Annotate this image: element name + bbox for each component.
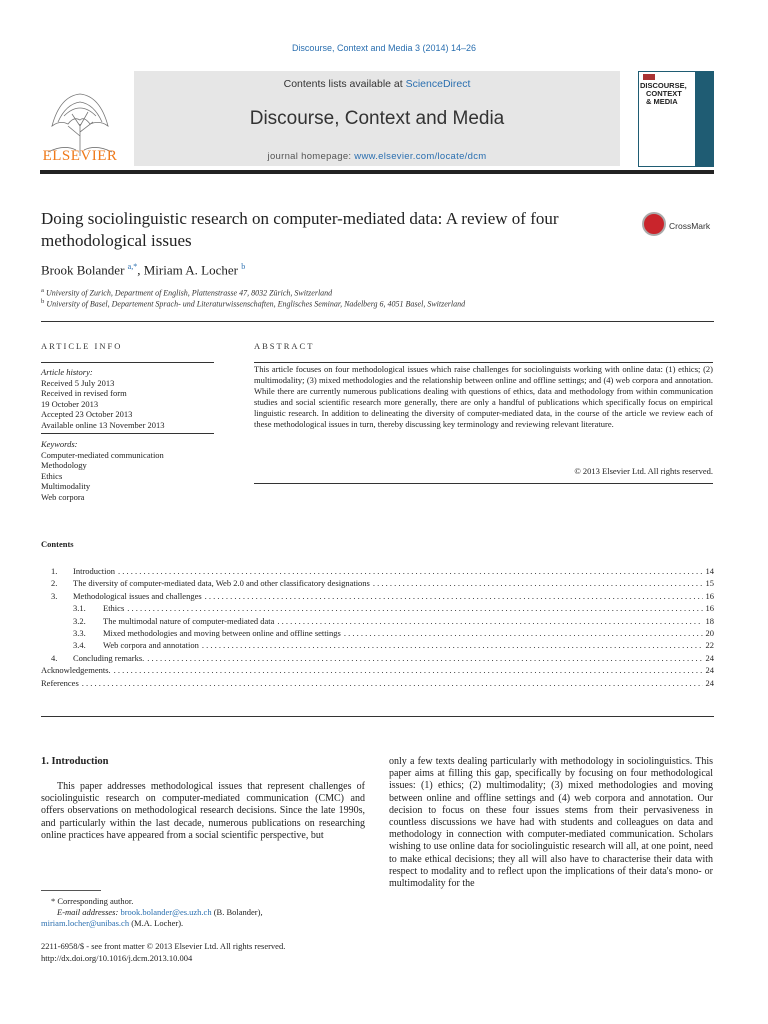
toc-page: 15: [705, 578, 714, 589]
toc-number: 2.: [51, 578, 58, 589]
contents-heading: Contents: [41, 539, 74, 549]
toc-page: 22: [705, 640, 714, 651]
authors: [41, 262, 245, 278]
toc-page: 24: [705, 665, 714, 676]
toc-title: Acknowledgements.: [41, 665, 111, 676]
history-item: 19 October 2013: [41, 398, 99, 409]
toc-entry[interactable]: [51, 615, 714, 627]
author-affiliation-marker[interactable]: a,*: [127, 262, 138, 271]
contents-available: [134, 78, 620, 90]
toc-title: Web corpora and annotation: [103, 640, 199, 651]
toc-number: 3.3.: [73, 627, 86, 638]
keywords-rule: [41, 433, 214, 434]
toc-page: 24: [705, 652, 714, 663]
toc-entry[interactable]: [51, 590, 714, 602]
toc-number: 3.4.: [73, 640, 86, 651]
history-item: Received 5 July 2013: [41, 377, 115, 388]
body-right-column: only a few texts dealing particularly with methodology in sociolinguistics. This paper aims at filling this gap, specifically by focusing on four methodological issues: (1) ethics; (2) multimodality; (3) mixed methodologies and moving between online and offline settings and (4) web corpora and annotation. Our decision to focus on these four issues stems from their pervasiveness in countless discussions we have had with students and colleagues on data and methodology in connection with computer-mediated communication. Scholars wishing to use online data for sociolinguistic research will all, at one point, need to make ethical decisions; they all will also have to characterise their data with respect to modality and to reflect upon the implications of their data's mono- or multimodality for the: [389, 756, 713, 890]
toc-entry[interactable]: [41, 664, 714, 676]
contents-bottom-rule: [41, 716, 714, 717]
body-left-column: This paper addresses methodological issues that represent challenges of sociolinguistic research on computer-mediated communication (CMC) and offers observations on methodological research decisions. Since the late 1990s, and particularly within the last decade, numerous publications on researching online practices have appeared from a social scientific perspective, but: [41, 781, 365, 841]
footnote-rule: [41, 890, 101, 891]
email-link[interactable]: brook.bolander@es.uzh.ch: [120, 906, 212, 917]
author-name: Miriam A. Locher: [143, 262, 238, 278]
keyword: Ethics: [41, 470, 63, 481]
publisher-logo-text: ELSEVIER: [42, 148, 118, 164]
footnote: [51, 896, 371, 917]
crossmark-icon[interactable]: [642, 212, 666, 236]
toc-title: The diversity of computer-mediated data, Web 2.0 and other classificatory designations: [73, 578, 370, 589]
toc-entry[interactable]: [51, 627, 714, 639]
toc-page: 14: [705, 566, 714, 576]
email-link[interactable]: miriam.locher@unibas.ch: [41, 918, 130, 928]
toc-number: 4.: [51, 652, 58, 663]
corresponding-author: * Corresponding author.: [51, 896, 134, 906]
abstract-text: This article focuses on four methodological issues which raise challenges for sociolinguists working with online data: (1) ethics; (2) multimodality; (3) mixed methodologies and the relationship between online and offline settings; and (4) web corpora and annotation. While there are currently numerous publications dealing with questions of ethics, data and methodology from within communication studies and social scientific research more generally, there are only a handful of publications which specifically focus on empirical linguistic research. In addition to delineating the diversity of computer-mediated data, in the course of the article we review each of these methodological issues in turn, thereby discussing key terminology and reviewing relevant literature.: [254, 364, 713, 429]
contents-prefix: Contents lists available at: [283, 78, 406, 90]
cover-mark: [643, 74, 655, 80]
sciencedirect-link[interactable]: ScienceDirect: [405, 78, 471, 90]
article-info-heading: ARTICLE INFO: [41, 341, 123, 351]
toc-entry[interactable]: [41, 677, 714, 689]
email-owner: (B. Bolander),: [211, 906, 263, 917]
table-of-contents: [41, 565, 714, 689]
history-item: Accepted 23 October 2013: [41, 409, 133, 419]
author-name: Brook Bolander: [41, 262, 125, 278]
abstract-heading: ABSTRACT: [254, 341, 315, 351]
email-owner: (M.A. Locher).: [129, 918, 184, 928]
toc-leader: [79, 677, 703, 689]
abstract-bottom-rule: [254, 483, 713, 484]
doi-link[interactable]: http://dx.doi.org/10.1016/j.dcm.2013.10.004: [41, 953, 193, 963]
journal-cover-title: [640, 82, 696, 106]
aff-marker: b: [41, 298, 45, 305]
crossmark-label[interactable]: CrossMark: [669, 221, 711, 231]
toc-title: Mixed methodologies and moving between online and offline settings: [103, 627, 341, 638]
toc-leader: [199, 639, 703, 651]
toc-number: 3.1.: [73, 603, 86, 614]
author-separator: ,: [137, 262, 144, 278]
history-item: Received in revised form: [41, 388, 127, 398]
article-info-rule: [41, 362, 214, 363]
toc-leader: [111, 664, 703, 676]
header-rule: [40, 170, 714, 174]
toc-page: 24: [705, 677, 714, 688]
toc-page: 16: [705, 603, 714, 614]
abstract-rule: [254, 362, 713, 363]
journal-citation[interactable]: Discourse, Context and Media 3 (2014) 14–26: [291, 43, 477, 53]
toc-entry[interactable]: [51, 565, 714, 577]
toc-entry[interactable]: [51, 652, 714, 664]
toc-title: Concluding remarks.: [73, 652, 145, 663]
toc-leader: [144, 652, 702, 664]
homepage-link[interactable]: www.elsevier.com/locate/dcm: [354, 151, 487, 162]
keyword: Multimodality: [41, 481, 91, 491]
toc-number: 3.2.: [73, 615, 86, 626]
toc-title: Introduction: [73, 566, 116, 576]
homepage-prefix: journal homepage:: [267, 151, 355, 162]
footnote-continued: [41, 918, 361, 929]
section-heading-introduction: 1. Introduction: [41, 756, 109, 767]
keyword: Web corpora: [41, 491, 85, 502]
affiliation-a: [41, 287, 332, 298]
toc-page: 20: [705, 627, 714, 638]
toc-leader: [202, 590, 703, 602]
keyword: Methodology: [41, 460, 87, 470]
toc-title: References: [41, 677, 79, 688]
toc-title: Methodological issues and challenges: [73, 590, 202, 601]
keywords: [41, 439, 216, 502]
toc-number: 1.: [51, 566, 58, 576]
section-rule: [41, 321, 714, 322]
aff-text: University of Basel, Departement Sprach- und Literaturwissenschaften, Englisches Seminar, Nadelberg 6, 4051 Basel, Switzerland: [46, 299, 466, 309]
toc-entry[interactable]: [51, 602, 714, 614]
toc-leader: [115, 565, 702, 577]
toc-entry[interactable]: [51, 639, 714, 651]
history-item: Available online 13 November 2013: [41, 419, 165, 430]
toc-title: The multimodal nature of computer-mediated data: [103, 615, 275, 626]
keywords-label: Keywords:: [41, 439, 78, 449]
aff-marker: a: [41, 287, 44, 294]
author-affiliation-marker[interactable]: b: [241, 262, 246, 271]
affiliation-b: [41, 298, 465, 309]
article-title: Doing sociolinguistic research on computer-mediated data: A review of four methodological issues: [41, 209, 559, 250]
toc-leader: [124, 602, 702, 614]
toc-entry[interactable]: [51, 577, 714, 589]
abstract-copyright: © 2013 Elsevier Ltd. All rights reserved.: [574, 466, 713, 476]
cover-title-line: DISCOURSE,: [640, 81, 687, 90]
keyword: Computer-mediated communication: [41, 449, 164, 460]
cover-title-line: & MEDIA: [646, 97, 678, 106]
toc-leader: [370, 577, 703, 589]
toc-leader: [274, 615, 702, 627]
toc-page: 18: [705, 615, 714, 626]
journal-homepage: [134, 151, 620, 162]
journal-name: Discourse, Context and Media: [249, 108, 505, 129]
history-label: Article history:: [41, 367, 93, 377]
toc-number: 3.: [51, 590, 58, 601]
toc-leader: [341, 627, 703, 639]
toc-title: Ethics: [103, 603, 125, 614]
toc-page: 16: [705, 590, 714, 601]
article-history: [41, 367, 216, 430]
aff-text: University of Zurich, Department of English, Plattenstrasse 47, 8032 Zürich, Switzerland: [45, 288, 333, 298]
cover-title-line: CONTEXT: [646, 89, 682, 98]
email-label: E-mail addresses:: [57, 906, 121, 917]
issn-line: 2211-6958/$ - see front matter © 2013 Elsevier Ltd. All rights reserved.: [41, 941, 286, 951]
